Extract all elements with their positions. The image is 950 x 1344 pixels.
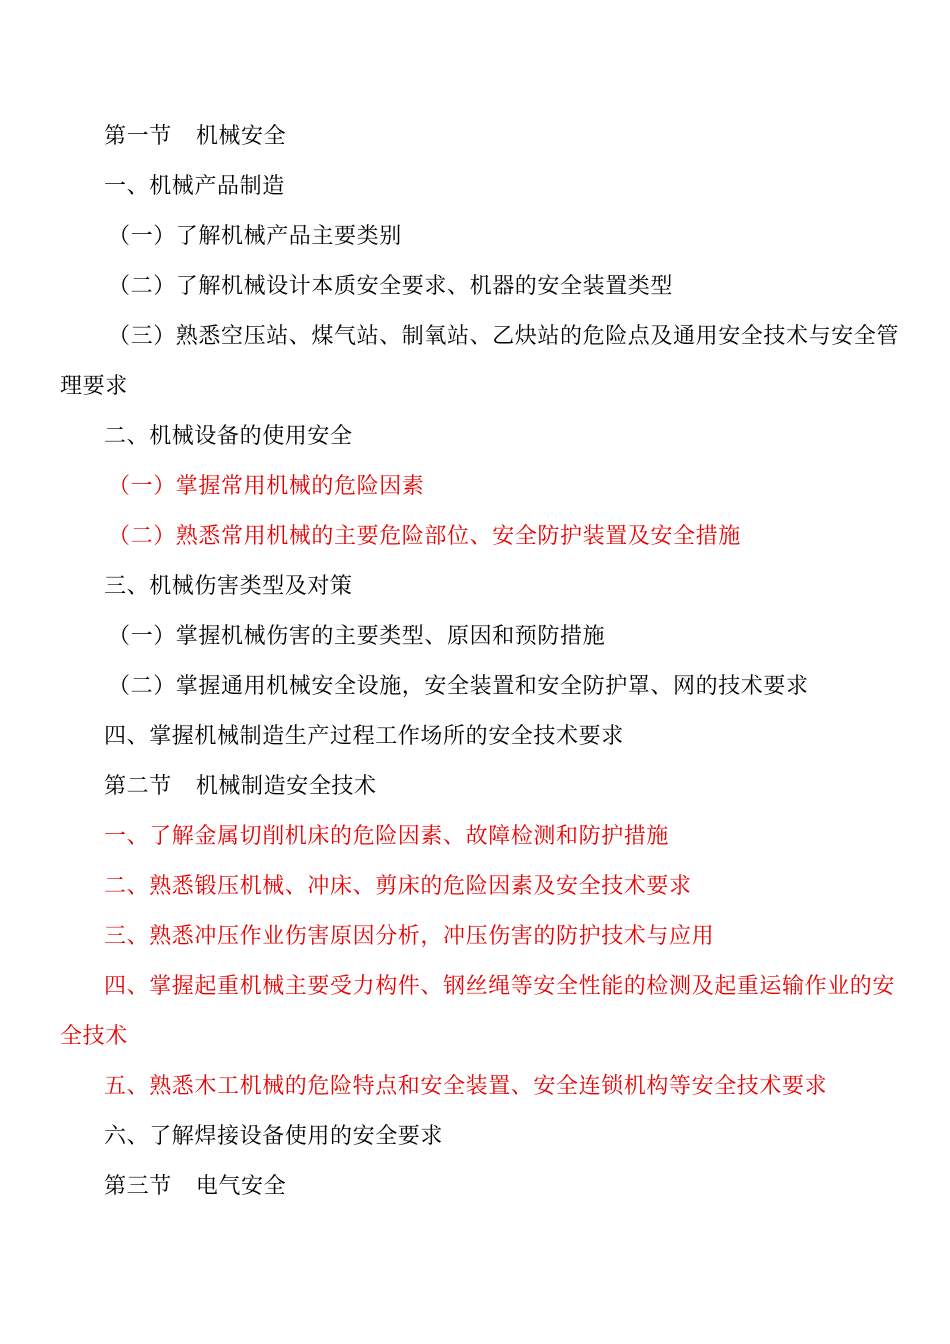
sub-item: （一）了解机械产品主要类别	[108, 224, 402, 249]
item-highlighted: 一、了解金属切削机床的危险因素、故障检测和防护措施	[104, 824, 670, 849]
section-1-heading	[0, 122, 950, 152]
item-highlighted-continuation: 全技术	[60, 1024, 128, 1049]
section-number: 第二节	[104, 774, 172, 799]
section-title: 电气安全	[195, 1174, 287, 1199]
item-heading: 四、掌握机械制造生产过程工作场所的安全技术要求	[104, 724, 624, 749]
item-highlighted: 四、掌握起重机械主要受力构件、钢丝绳等安全性能的检测及起重运输作业的安	[104, 974, 896, 999]
sub-item-highlighted: （一）掌握常用机械的危险因素	[108, 474, 425, 499]
section-3-heading	[0, 1172, 950, 1202]
sub-item: （二）掌握通用机械安全设施，安全装置和安全防护罩、网的技术要求	[108, 674, 809, 699]
sub-item-highlighted: （二）熟悉常用机械的主要危险部位、安全防护装置及安全措施	[108, 524, 741, 549]
section-title: 机械安全	[195, 124, 287, 149]
sub-item: （二）了解机械设计本质安全要求、机器的安全装置类型	[108, 274, 674, 299]
item-heading: 一、机械产品制造	[104, 174, 285, 199]
section-number: 第三节	[104, 1174, 172, 1199]
sub-item: （三）熟悉空压站、煤气站、制氧站、乙炔站的危险点及通用安全技术与安全管	[108, 324, 900, 349]
item-heading: 三、机械伤害类型及对策	[104, 574, 353, 599]
section-number: 第一节	[104, 124, 172, 149]
item-heading: 六、了解焊接设备使用的安全要求	[104, 1124, 444, 1149]
item-highlighted: 三、熟悉冲压作业伤害原因分析，冲压伤害的防护技术与应用	[104, 924, 715, 949]
item-highlighted: 五、熟悉木工机械的危险特点和安全装置、安全连锁机构等安全技术要求	[104, 1074, 828, 1099]
sub-item-continuation: 理要求	[60, 374, 128, 399]
sub-item: （一）掌握机械伤害的主要类型、原因和预防措施	[108, 624, 606, 649]
section-2-heading	[0, 772, 950, 802]
item-heading: 二、机械设备的使用安全	[104, 424, 353, 449]
section-title: 机械制造安全技术	[195, 774, 377, 799]
item-highlighted: 二、熟悉锻压机械、冲床、剪床的危险因素及安全技术要求	[104, 874, 692, 899]
